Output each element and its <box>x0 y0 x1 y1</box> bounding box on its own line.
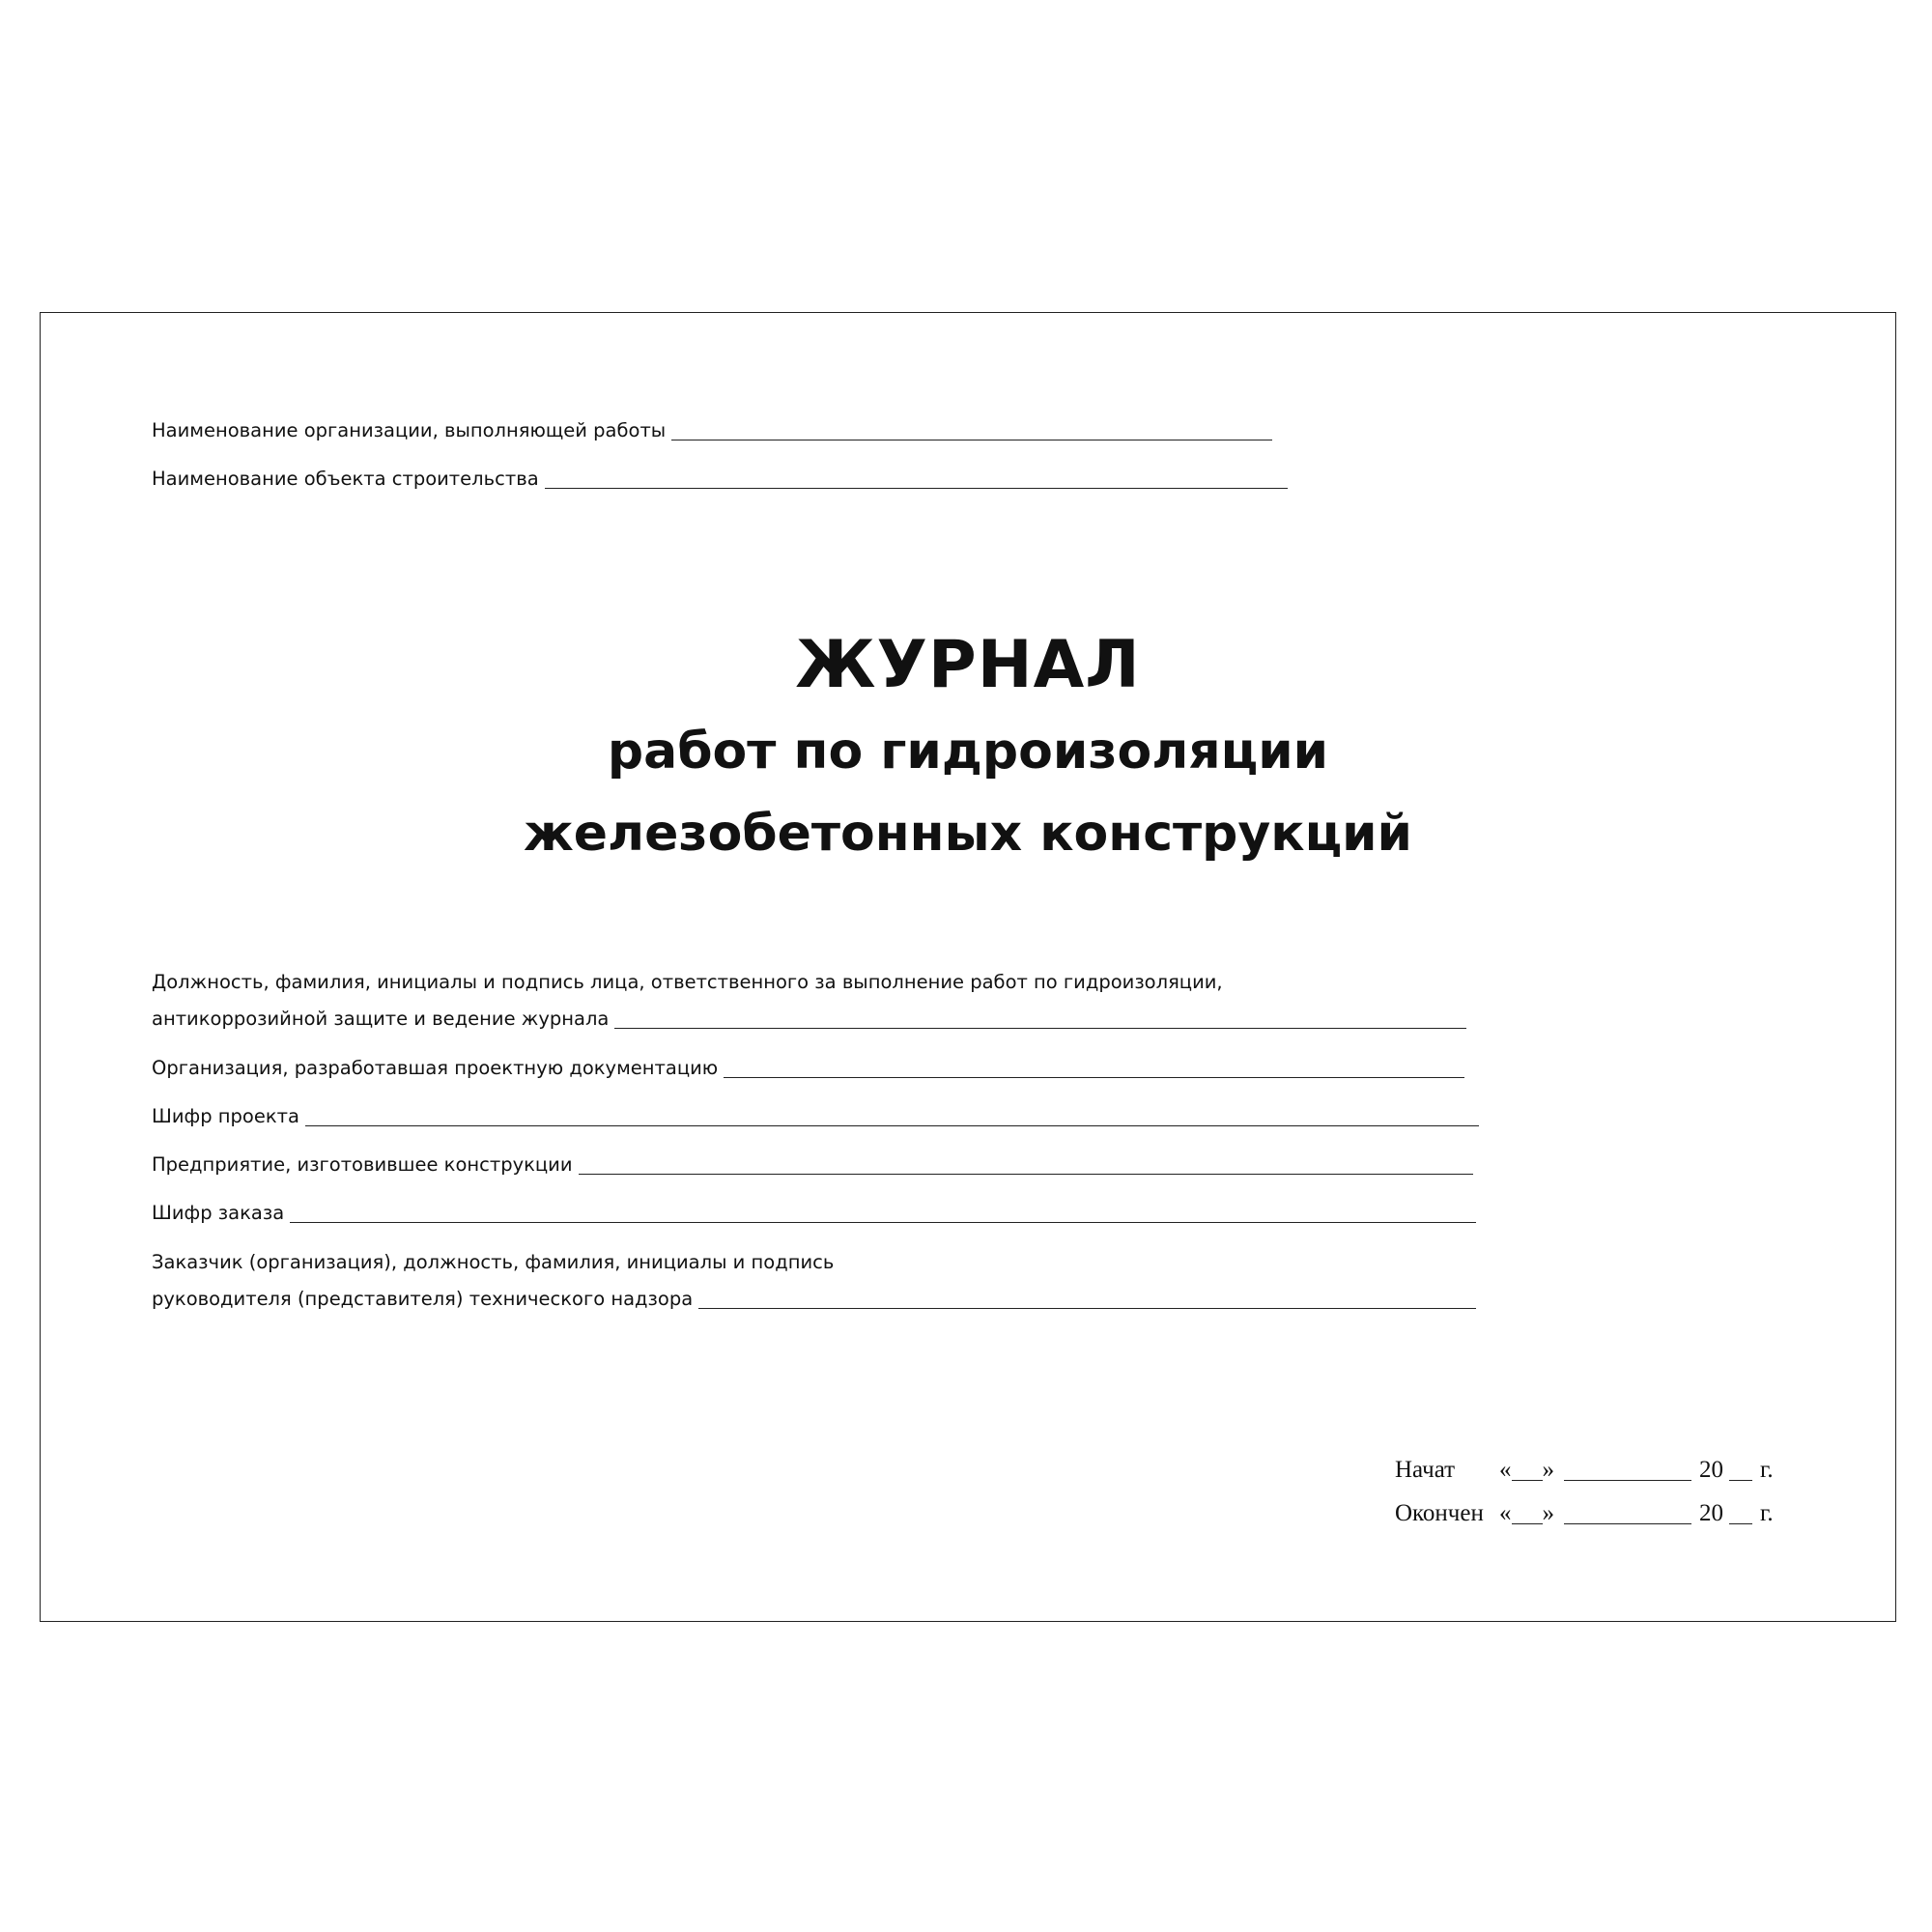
customer-blank-line[interactable] <box>698 1289 1476 1309</box>
responsible-label-line2: антикоррозийной защите и ведение журнала <box>152 1008 610 1030</box>
finished-label: Окончен <box>1395 1500 1484 1526</box>
manufacturer-field <box>152 1152 1473 1178</box>
close-quote: » <box>1542 1457 1554 1483</box>
customer-field <box>152 1287 1476 1312</box>
project-code-blank-line[interactable] <box>305 1106 1479 1126</box>
finished-year-prefix: 20 <box>1699 1500 1723 1526</box>
customer-label-line1: Заказчик (организация), должность, фамилия, инициалы и подпись <box>152 1251 835 1273</box>
design-org-label: Организация, разработавшая проектную документацию <box>152 1057 719 1079</box>
started-label: Начат <box>1395 1457 1456 1483</box>
manufacturer-label: Предприятие, изготовившее конструкции <box>152 1153 573 1176</box>
close-quote: » <box>1542 1500 1554 1526</box>
order-code-blank-line[interactable] <box>290 1203 1476 1223</box>
design-org-blank-line[interactable] <box>724 1058 1464 1078</box>
finished-year-blank[interactable] <box>1729 1502 1752 1524</box>
org-label: Наименование организации, выполняющей работы <box>152 419 667 441</box>
started-year-suffix: г. <box>1760 1457 1774 1483</box>
org-blank-line[interactable] <box>671 420 1272 440</box>
started-day-blank[interactable] <box>1512 1459 1543 1481</box>
responsible-label-line1: Должность, фамилия, инициалы и подпись лица, ответственного за выполнение работ по гидроизоляции, <box>152 971 1223 993</box>
title-subtitle-2: железобетонных конструкций <box>523 805 1412 863</box>
page-title: ЖУРНАЛ <box>795 627 1141 703</box>
started-year-prefix: 20 <box>1699 1457 1723 1483</box>
org-field <box>152 418 1272 443</box>
object-field <box>152 467 1288 492</box>
title-subtitle-1: работ по гидроизоляции <box>607 723 1329 781</box>
project-code-field <box>152 1104 1479 1129</box>
object-label: Наименование объекта строительства <box>152 468 539 490</box>
object-blank-line[interactable] <box>545 469 1288 489</box>
order-code-label: Шифр заказа <box>152 1202 285 1224</box>
started-date-row <box>1395 1456 1774 1485</box>
finished-year-suffix: г. <box>1760 1500 1774 1526</box>
started-year-blank[interactable] <box>1729 1459 1752 1481</box>
manufacturer-blank-line[interactable] <box>579 1154 1473 1175</box>
finished-day-blank[interactable] <box>1512 1502 1543 1524</box>
order-code-field <box>152 1201 1476 1226</box>
responsible-blank-line[interactable] <box>614 1009 1466 1029</box>
open-quote: « <box>1499 1457 1512 1483</box>
customer-label-line2: руководителя (представителя) технического надзора <box>152 1288 694 1310</box>
design-org-field <box>152 1056 1464 1081</box>
journal-cover-sheet <box>40 312 1896 1622</box>
open-quote: « <box>1499 1500 1512 1526</box>
finished-month-blank[interactable] <box>1564 1502 1691 1524</box>
finished-date-row <box>1395 1499 1774 1528</box>
responsible-field <box>152 1007 1466 1032</box>
project-code-label: Шифр проекта <box>152 1105 299 1127</box>
started-month-blank[interactable] <box>1564 1459 1691 1481</box>
